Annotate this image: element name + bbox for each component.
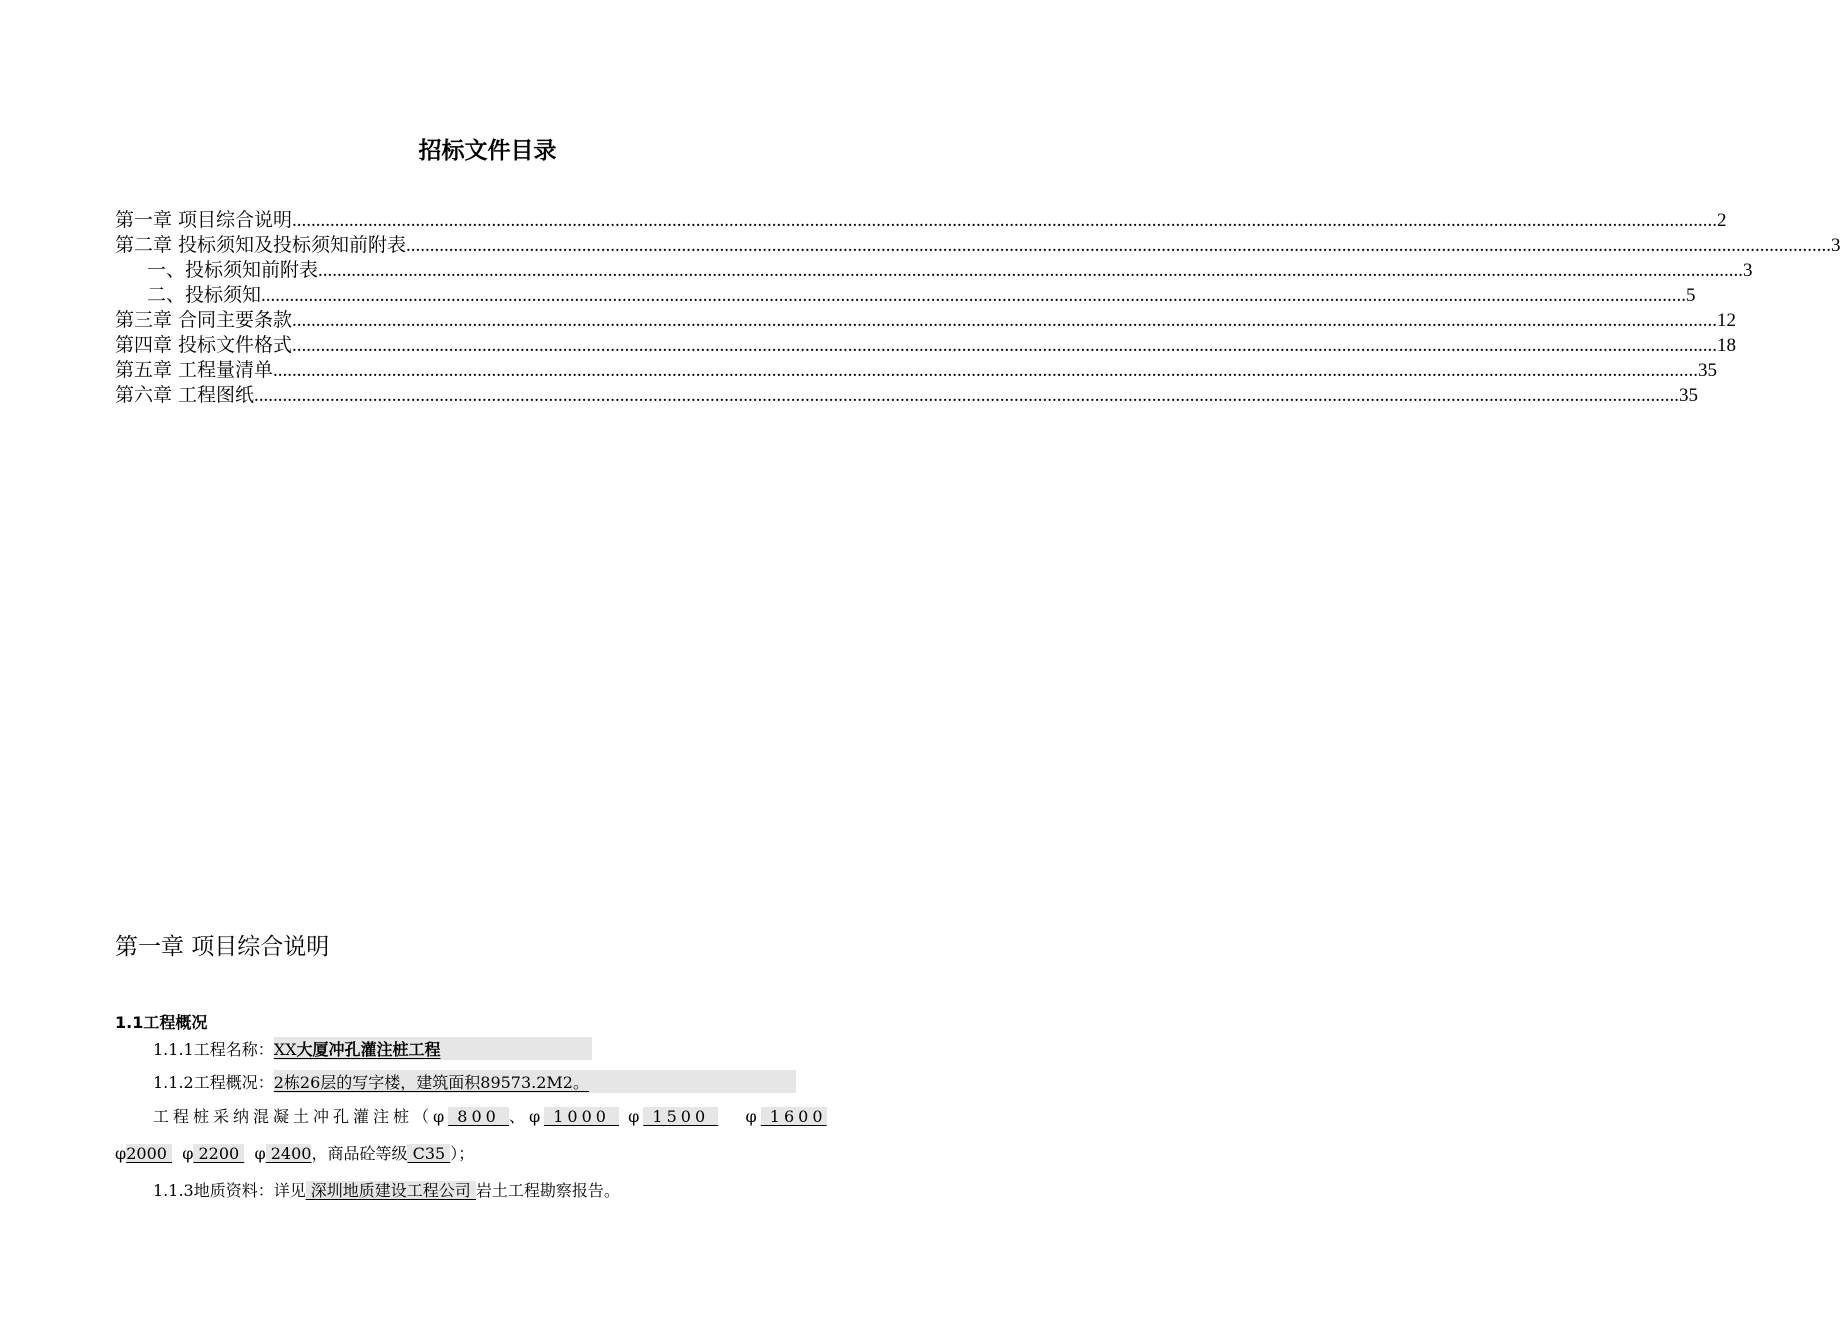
toc-entry-page: 12 xyxy=(1717,310,1737,331)
toc-entry[interactable] xyxy=(115,333,1737,358)
diameter-1000: 1000 xyxy=(544,1107,620,1126)
geology-end: 岩土工程勘察报告。 xyxy=(475,1181,620,1200)
toc-entry-page: 3 xyxy=(1743,260,1753,281)
toc-dot-leader: ............................................................................................................................................................................................................................................................................................................ xyxy=(254,385,1680,406)
toc-entry-page: 35 xyxy=(1698,360,1718,381)
toc-entry-label: 第四章 投标文件格式 xyxy=(115,334,293,356)
phi-symbol: φ xyxy=(628,1107,644,1126)
concrete-grade-label: ，商品砼等级 xyxy=(311,1144,408,1163)
toc-entry-label: 第二章 投标须知及投标须知前附表 xyxy=(115,234,407,256)
concrete-grade-value: C35 xyxy=(407,1144,451,1163)
toc-dot-leader: ............................................................................................................................................................................................................................................................................................................ xyxy=(261,285,1687,306)
phi-symbol: φ xyxy=(115,1144,127,1163)
project-name-line xyxy=(153,1037,592,1060)
toc-dot-leader: ............................................................................................................................................................................................................................................................................................................ xyxy=(318,260,1744,281)
diameter-1600: 1600 xyxy=(760,1107,827,1126)
pile-spec-end: ）； xyxy=(450,1144,475,1163)
toc-entry-page: 3 xyxy=(1831,235,1841,256)
geology-label: 1.1.3地质资料：详见 xyxy=(153,1181,306,1200)
toc-entry-label: 一、投标须知前附表 xyxy=(147,259,319,281)
toc-dot-leader: ............................................................................................................................................................................................................................................................................................................ xyxy=(273,360,1699,381)
geology-line xyxy=(153,1178,620,1201)
separator: 、 xyxy=(508,1107,529,1126)
diameter-1500: 1500 xyxy=(643,1107,719,1126)
toc-entry-label: 第六章 工程图纸 xyxy=(115,384,255,406)
diameter-2400: 2400 xyxy=(265,1144,312,1163)
project-name-label: 1.1.1工程名称： xyxy=(153,1040,274,1059)
phi-symbol: φ xyxy=(528,1107,545,1126)
project-overview-label: 1.1.2工程概况： xyxy=(153,1073,274,1092)
phi-symbol: φ xyxy=(254,1144,266,1163)
diameter-2200: 2200 xyxy=(193,1144,245,1163)
phi-symbol: φ xyxy=(745,1107,761,1126)
toc-dot-leader: ............................................................................................................................................................................................................................................................................................................ xyxy=(292,310,1718,331)
page-title: 招标文件目录 xyxy=(418,138,557,164)
geology-company: 深圳地质建设工程公司 xyxy=(305,1181,476,1200)
diameter-2000: 2000 xyxy=(126,1144,173,1163)
toc-dot-leader: ............................................................................................................................................................................................................................................................................................................ xyxy=(292,335,1718,356)
pile-spec-line-1 xyxy=(153,1104,827,1127)
phi-symbol: φ xyxy=(433,1107,449,1126)
toc-entry[interactable] xyxy=(115,233,1841,258)
diameter-800: 800 xyxy=(448,1107,509,1126)
toc-entry-label: 第三章 合同主要条款 xyxy=(115,309,293,331)
section-heading: 1.1工程概况 xyxy=(115,1013,208,1032)
toc-entry-page: 18 xyxy=(1717,335,1737,356)
toc-entry-label: 第五章 工程量清单 xyxy=(115,359,274,381)
pile-spec-lead: 工程桩采纳混凝土冲孔灌注桩（ xyxy=(153,1107,434,1126)
project-name-value: 大厦冲孔灌注桩工程 xyxy=(296,1040,441,1059)
project-overview-line xyxy=(153,1070,796,1093)
toc-entry[interactable] xyxy=(115,358,1718,383)
toc-entry-page: 2 xyxy=(1717,210,1727,231)
toc-entry[interactable] xyxy=(115,283,1696,308)
chapter-heading: 第一章 项目综合说明 xyxy=(115,934,330,960)
toc-entry[interactable] xyxy=(115,208,1727,233)
table-of-contents xyxy=(115,208,1841,408)
toc-entry-page: 5 xyxy=(1686,285,1696,306)
toc-entry[interactable] xyxy=(115,258,1753,283)
pile-spec-line-2 xyxy=(115,1141,474,1164)
toc-dot-leader: ............................................................................................................................................................................................................................................................................................................ xyxy=(406,235,1832,256)
project-overview-value: 2栋26层的写字楼，建筑面积89573.2M2。 xyxy=(274,1070,796,1093)
toc-entry[interactable] xyxy=(115,383,1699,408)
toc-entry-label: 第一章 项目综合说明 xyxy=(115,209,293,231)
toc-entry-label: 二、投标须知 xyxy=(147,284,262,306)
project-name-prefix: XX xyxy=(273,1040,297,1059)
project-name-field xyxy=(274,1037,592,1060)
phi-symbol: φ xyxy=(182,1144,194,1163)
toc-entry-page: 35 xyxy=(1679,385,1699,406)
toc-entry[interactable] xyxy=(115,308,1737,333)
toc-dot-leader: ............................................................................................................................................................................................................................................................................................................ xyxy=(292,210,1718,231)
